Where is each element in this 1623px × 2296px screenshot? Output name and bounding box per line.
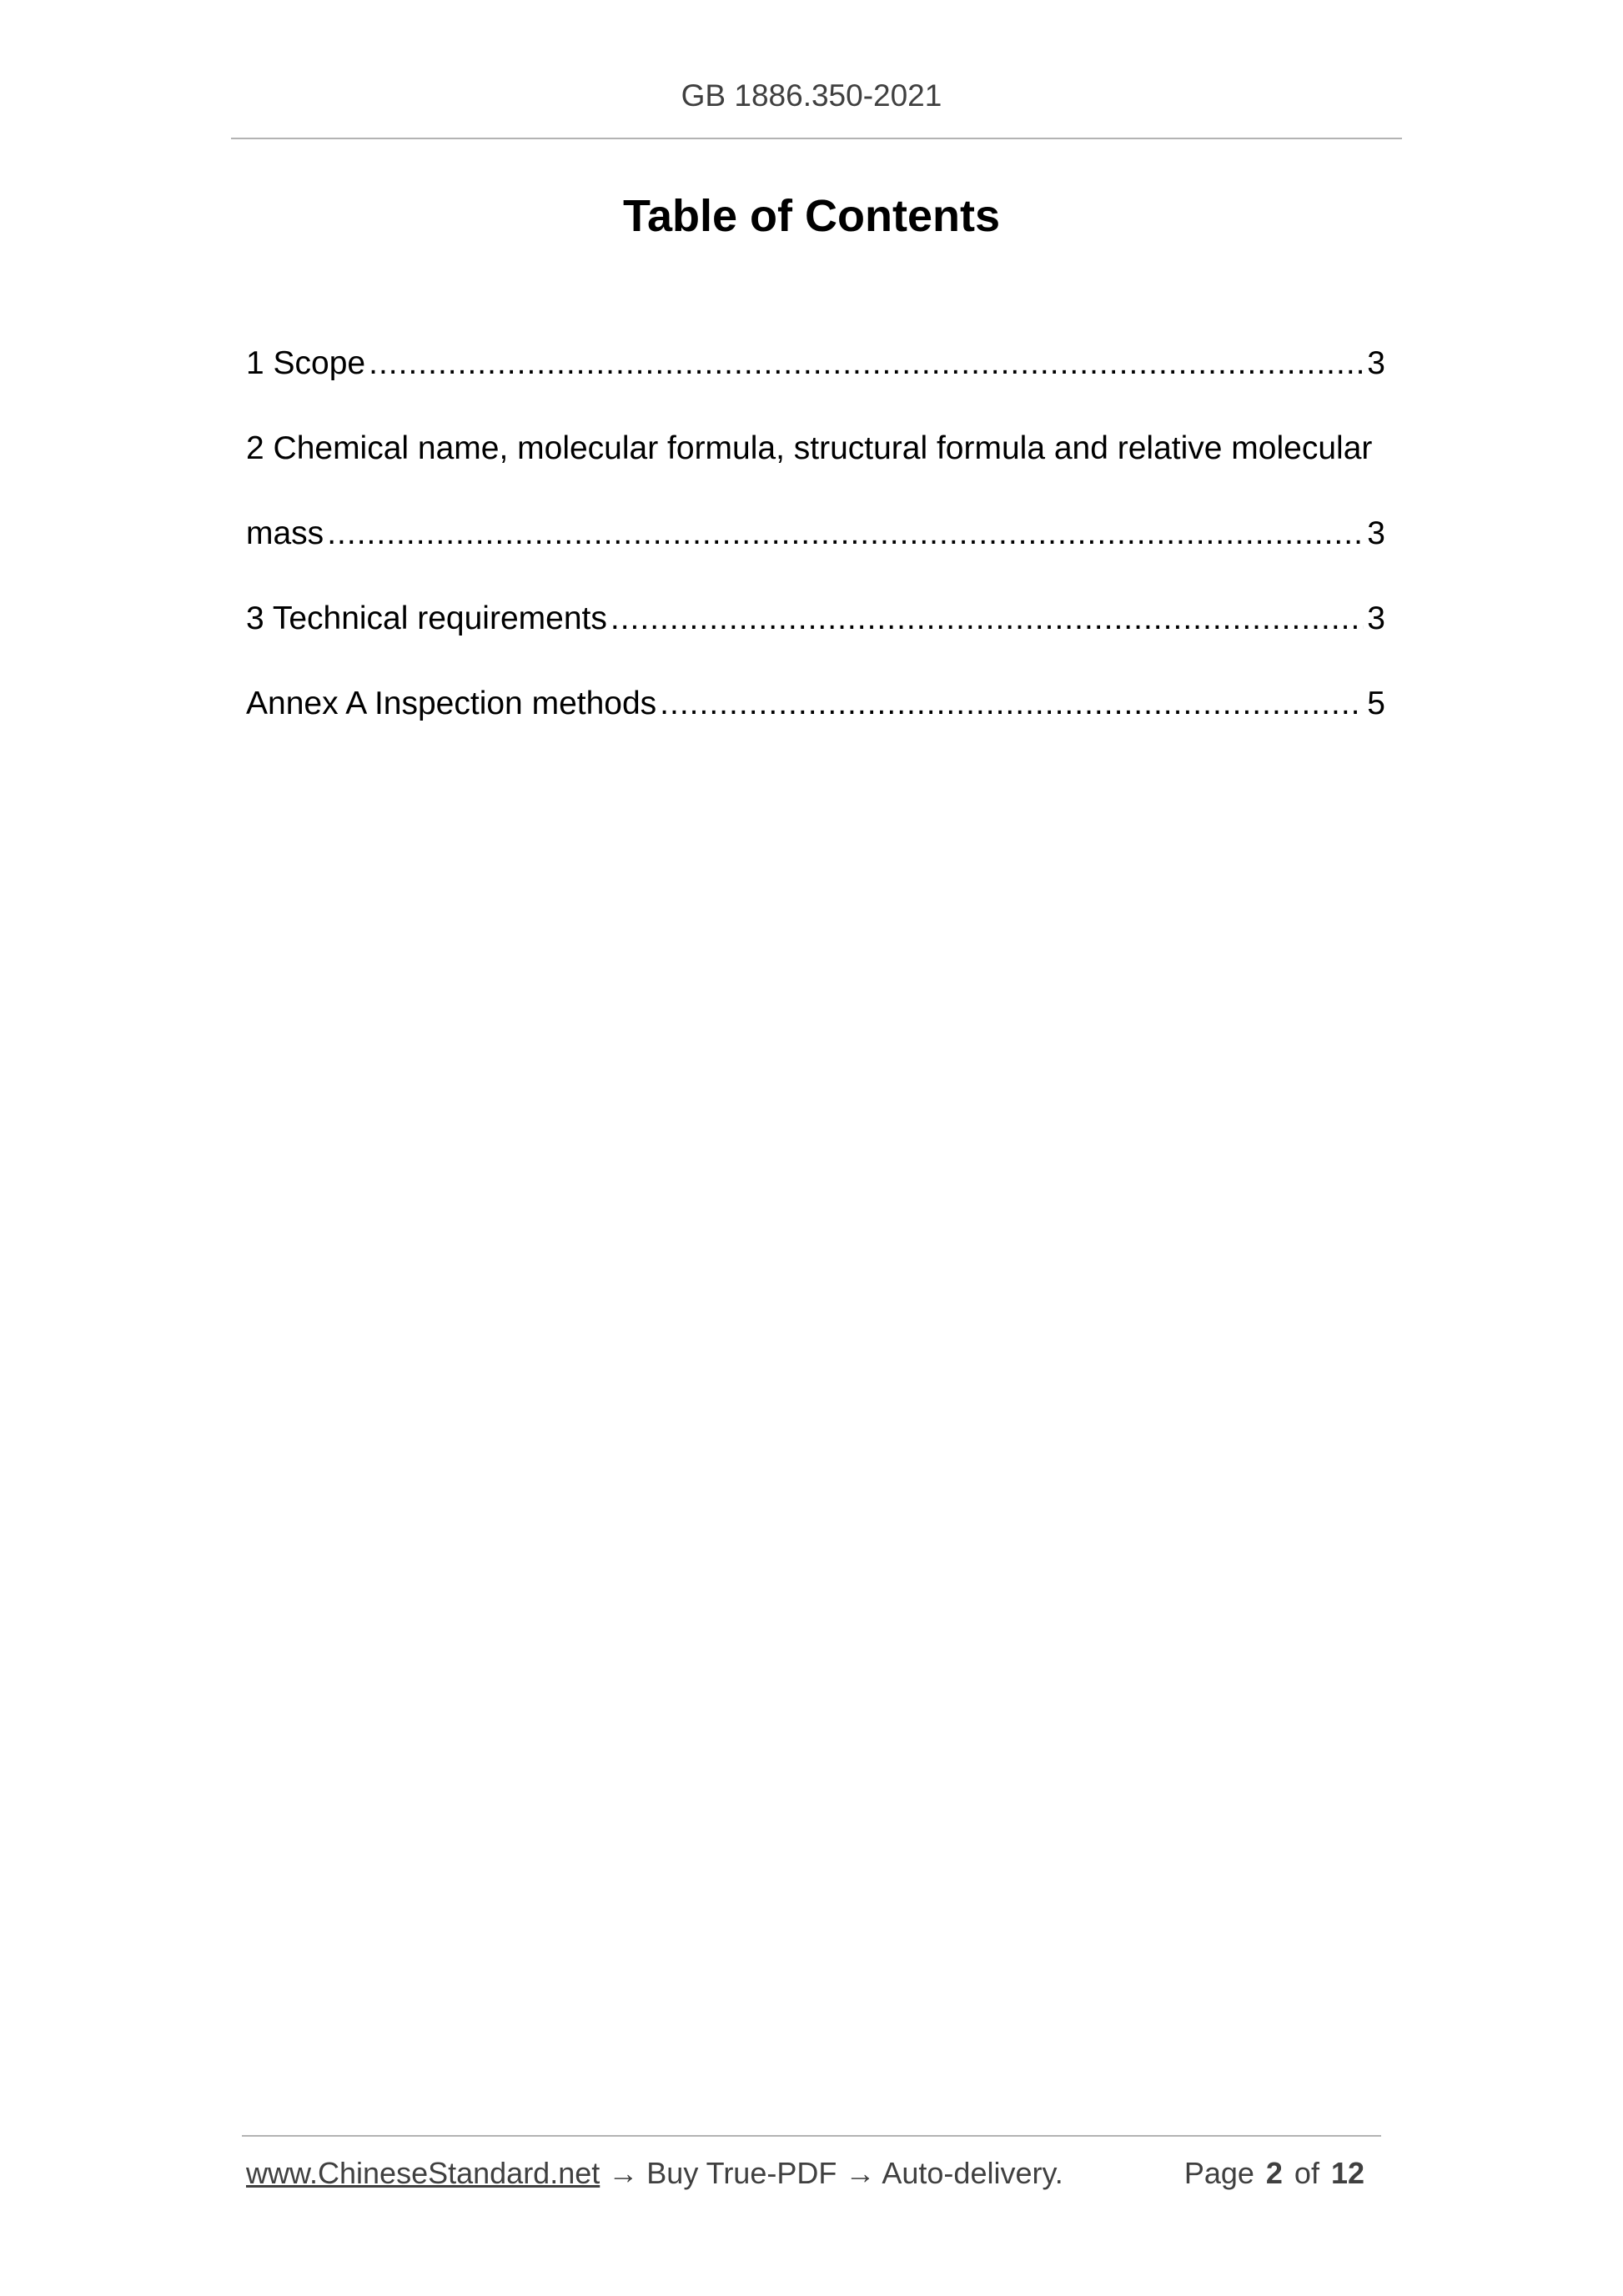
toc-dot-leader <box>660 661 1364 746</box>
toc-title: Table of Contents <box>623 191 1000 241</box>
arrow-right-icon: → <box>608 2156 639 2190</box>
footer-divider <box>242 2135 1381 2137</box>
arrow-right-icon: → <box>845 2156 876 2190</box>
of-word: of <box>1294 2156 1319 2190</box>
toc-entry-scope[interactable] <box>246 321 1385 406</box>
current-page-number: 2 <box>1265 2156 1283 2190</box>
toc-entry-chemical-name-line1[interactable] <box>246 406 1385 491</box>
header-divider <box>231 138 1402 139</box>
toc-dot-leader <box>369 321 1364 406</box>
footer-promo <box>246 2156 1063 2191</box>
page-footer <box>246 2156 1376 2191</box>
page-indicator <box>1184 2156 1376 2191</box>
toc-entry-page: 3 <box>1367 515 1385 551</box>
delivery-text: Auto-delivery. <box>882 2156 1063 2190</box>
toc-entry-label: Annex A Inspection methods <box>246 686 657 721</box>
toc-entry-annex-a[interactable] <box>246 661 1385 746</box>
toc-entry-page: 3 <box>1367 600 1385 636</box>
toc-entry-page: 3 <box>1367 345 1385 381</box>
site-link[interactable]: www.ChineseStandard.net <box>246 2156 600 2190</box>
toc-entry-label: 1 Scope <box>246 345 366 381</box>
buy-text: Buy True-PDF <box>646 2156 837 2190</box>
toc-entry-label: 2 Chemical name, molecular formula, structural formula and relative molecular <box>246 430 1373 466</box>
toc-entry-chemical-name-line2[interactable] <box>246 491 1385 576</box>
document-code-header: GB 1886.350-2021 <box>681 78 942 113</box>
toc-entry-label: 3 Technical requirements <box>246 600 607 636</box>
toc-entry-page: 5 <box>1367 686 1385 721</box>
toc-entry-technical-requirements[interactable] <box>246 576 1385 661</box>
page-word: Page <box>1183 2156 1254 2190</box>
total-page-count: 12 <box>1330 2156 1364 2190</box>
table-of-contents <box>246 321 1385 746</box>
toc-entry-label: mass <box>246 515 324 551</box>
toc-dot-leader <box>611 576 1364 661</box>
toc-dot-leader <box>327 491 1364 576</box>
